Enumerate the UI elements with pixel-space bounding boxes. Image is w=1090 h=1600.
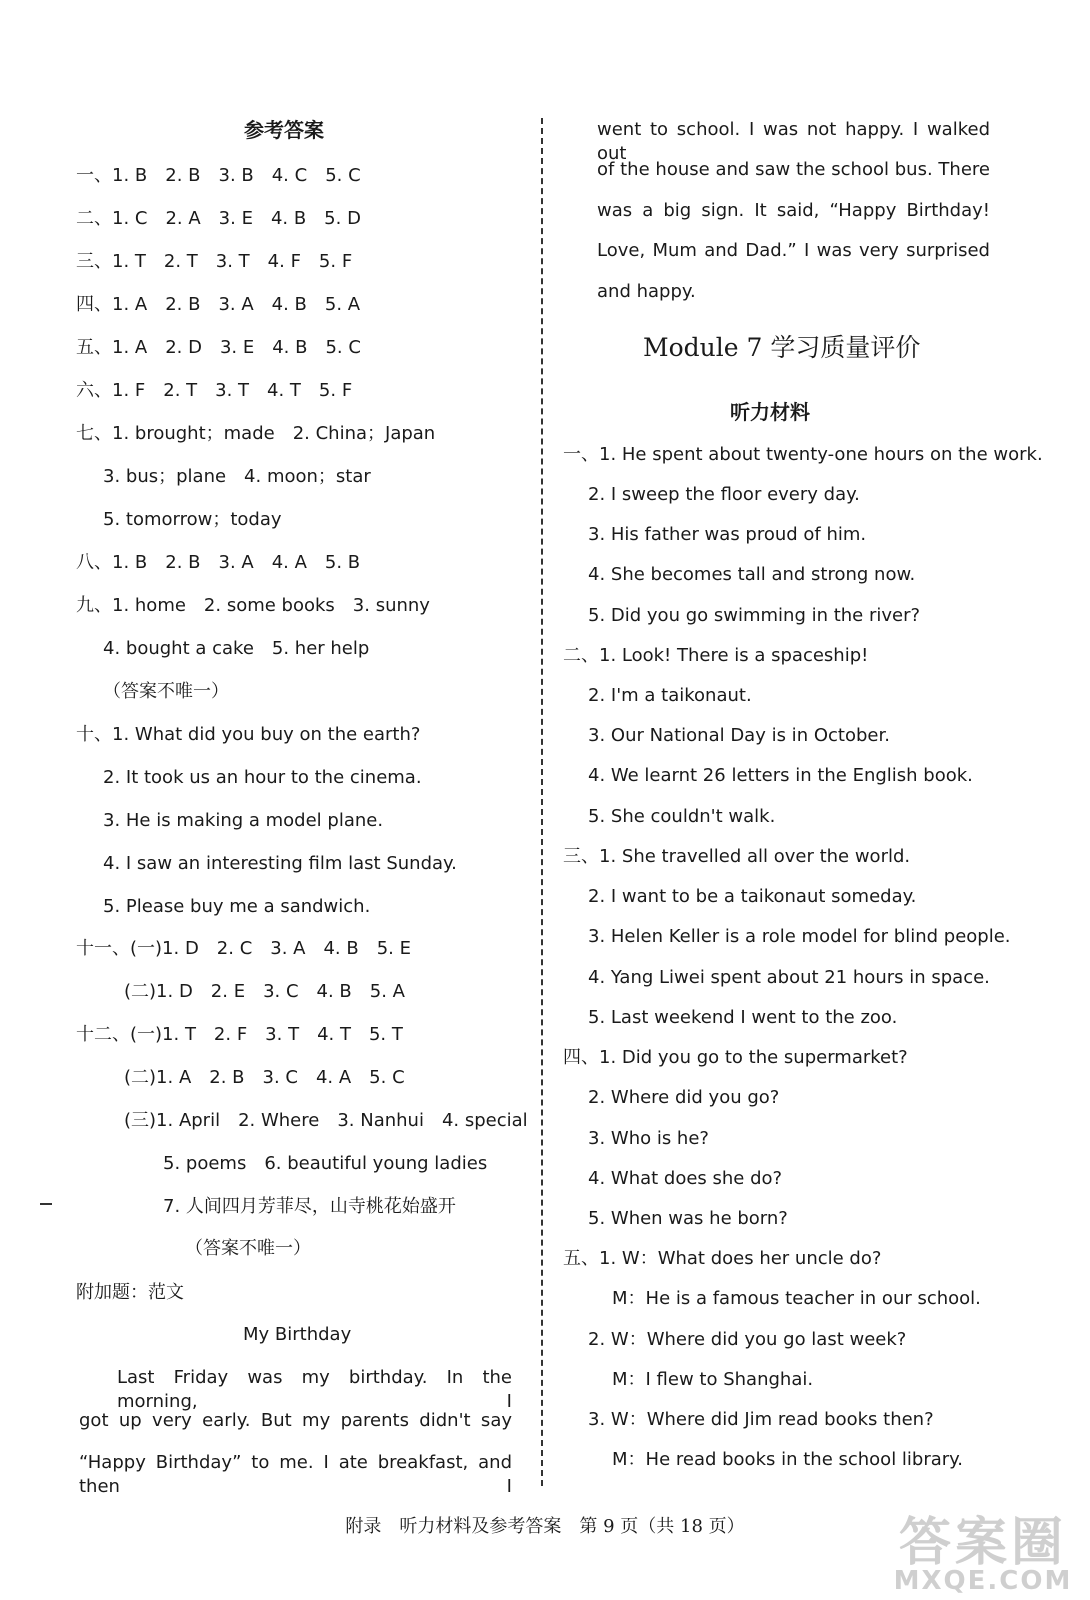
watermark-text: 答案圈 <box>898 1513 1067 1573</box>
answer-line: (二)1. D 2. E 3. C 4. B 5. A <box>124 981 405 1002</box>
answer-line: 5. She couldn't walk. <box>588 806 776 827</box>
page-footer: 附录 听力材料及参考答案 第 9 页（共 18 页） <box>345 1516 745 1537</box>
answer-line: 2. W：Where did you go last week? <box>588 1329 907 1350</box>
answer-line: 二、1. Look! There is a spaceship! <box>563 645 869 666</box>
answer-line: 7. 人间四月芳菲尽，山寺桃花始盛开 <box>163 1196 456 1217</box>
answer-line: 4. What does she do? <box>588 1168 783 1189</box>
answer-line: 3. W：Where did Jim read books then? <box>588 1409 934 1430</box>
answer-line: 5. When was he born? <box>588 1208 788 1229</box>
answer-line: （答案不唯一） <box>185 1238 311 1259</box>
answer-line: 八、1. B 2. B 3. A 4. A 5. B <box>76 552 361 573</box>
answer-line: 3. He is making a model plane. <box>103 810 384 831</box>
watermark-logo <box>888 1500 1078 1596</box>
answer-line: 附加题：范文 <box>76 1282 184 1303</box>
answer-line: M：I flew to Shanghai. <box>612 1369 814 1390</box>
answer-line: 3. bus；plane 4. moon；star <box>103 466 371 487</box>
answer-line: 二、1. C 2. A 3. E 4. B 5. D <box>76 208 361 229</box>
answer-line: 五、1. A 2. D 3. E 4. B 5. C <box>76 337 361 358</box>
answer-line: M：He is a famous teacher in our school. <box>612 1288 981 1309</box>
answer-line: 一、1. B 2. B 3. B 4. C 5. C <box>76 165 361 186</box>
answer-line: 5. Please buy me a sandwich. <box>103 896 371 917</box>
answer-line: 2. I want to be a taikonaut someday. <box>588 886 917 907</box>
margin-mark <box>40 1203 52 1205</box>
essay-line: got up very early. But my parents didn't say <box>79 1410 512 1431</box>
answer-line: 4. She becomes tall and strong now. <box>588 564 916 585</box>
answer-line: My Birthday <box>243 1324 352 1345</box>
essay-line: “Happy Birthday” to me. I ate breakfast, and then I <box>79 1452 512 1497</box>
answer-line: M：He read books in the school library. <box>612 1449 963 1470</box>
answer-line: 六、1. F 2. T 3. T 4. T 5. F <box>76 380 353 401</box>
column-divider <box>541 118 543 1486</box>
answer-line: 4. I saw an interesting film last Sunday. <box>103 853 457 874</box>
essay-line: of the house and saw the school bus. There <box>597 159 990 180</box>
answer-line: 5. Last weekend I went to the zoo. <box>588 1007 898 1028</box>
answer-line: 五、1. W：What does her uncle do? <box>563 1248 882 1269</box>
answer-line: 九、1. home 2. some books 3. sunny <box>76 595 430 616</box>
section-heading: Module 7 学习质量评价 <box>643 333 921 362</box>
section-heading: 听力材料 <box>730 400 810 424</box>
answer-line: 3. His father was proud of him. <box>588 524 867 545</box>
answer-line: （答案不唯一） <box>103 681 229 702</box>
answer-line: 十二、(一)1. T 2. F 3. T 4. T 5. T <box>76 1024 403 1045</box>
answer-line: (二)1. A 2. B 3. C 4. A 5. C <box>124 1067 405 1088</box>
answer-line: 2. I sweep the floor every day. <box>588 484 860 505</box>
answer-line: 三、1. She travelled all over the world. <box>563 846 911 867</box>
essay-line: and happy. <box>597 281 696 302</box>
answer-line: 3. Our National Day is in October. <box>588 725 890 746</box>
answer-line: 5. poems 6. beautiful young ladies <box>163 1153 488 1174</box>
answer-line: 三、1. T 2. T 3. T 4. F 5. F <box>76 251 353 272</box>
watermark-url: MXQE.COM <box>893 1566 1073 1596</box>
answer-line: 十、1. What did you buy on the earth? <box>76 724 421 745</box>
answer-line: 七、1. brought；made 2. China；Japan <box>76 423 436 444</box>
answer-line: 2. I'm a taikonaut. <box>588 685 752 706</box>
answer-line: 3. Helen Keller is a role model for blind people. <box>588 926 1011 947</box>
answer-line: (三)1. April 2. Where 3. Nanhui 4. special <box>124 1110 528 1131</box>
answer-line: 5. tomorrow；today <box>103 509 282 530</box>
essay-line: went to school. I was not happy. I walked out <box>597 119 990 164</box>
answer-line: 四、1. Did you go to the supermarket? <box>563 1047 908 1068</box>
essay-line: was a big sign. It said, “Happy Birthday! <box>597 200 990 221</box>
essay-line: Love, Mum and Dad.” I was very surprised <box>597 240 990 261</box>
answer-line: 3. Who is he? <box>588 1128 709 1149</box>
answer-line: 5. Did you go swimming in the river? <box>588 605 921 626</box>
answer-line: 2. It took us an hour to the cinema. <box>103 767 422 788</box>
answer-line: 4. Yang Liwei spent about 21 hours in space. <box>588 967 990 988</box>
essay-line: Last Friday was my birthday. In the morning, I <box>117 1367 512 1412</box>
answer-line: 4. We learnt 26 letters in the English book. <box>588 765 973 786</box>
answer-line: 4. bought a cake 5. her help <box>103 638 370 659</box>
answer-line: 一、1. He spent about twenty-one hours on the work. <box>563 444 1043 465</box>
answer-line: 2. Where did you go? <box>588 1087 780 1108</box>
answer-line: 十一、(一)1. D 2. C 3. A 4. B 5. E <box>76 938 411 959</box>
answer-line: 四、1. A 2. B 3. A 4. B 5. A <box>76 294 361 315</box>
section-heading: 参考答案 <box>244 118 324 142</box>
